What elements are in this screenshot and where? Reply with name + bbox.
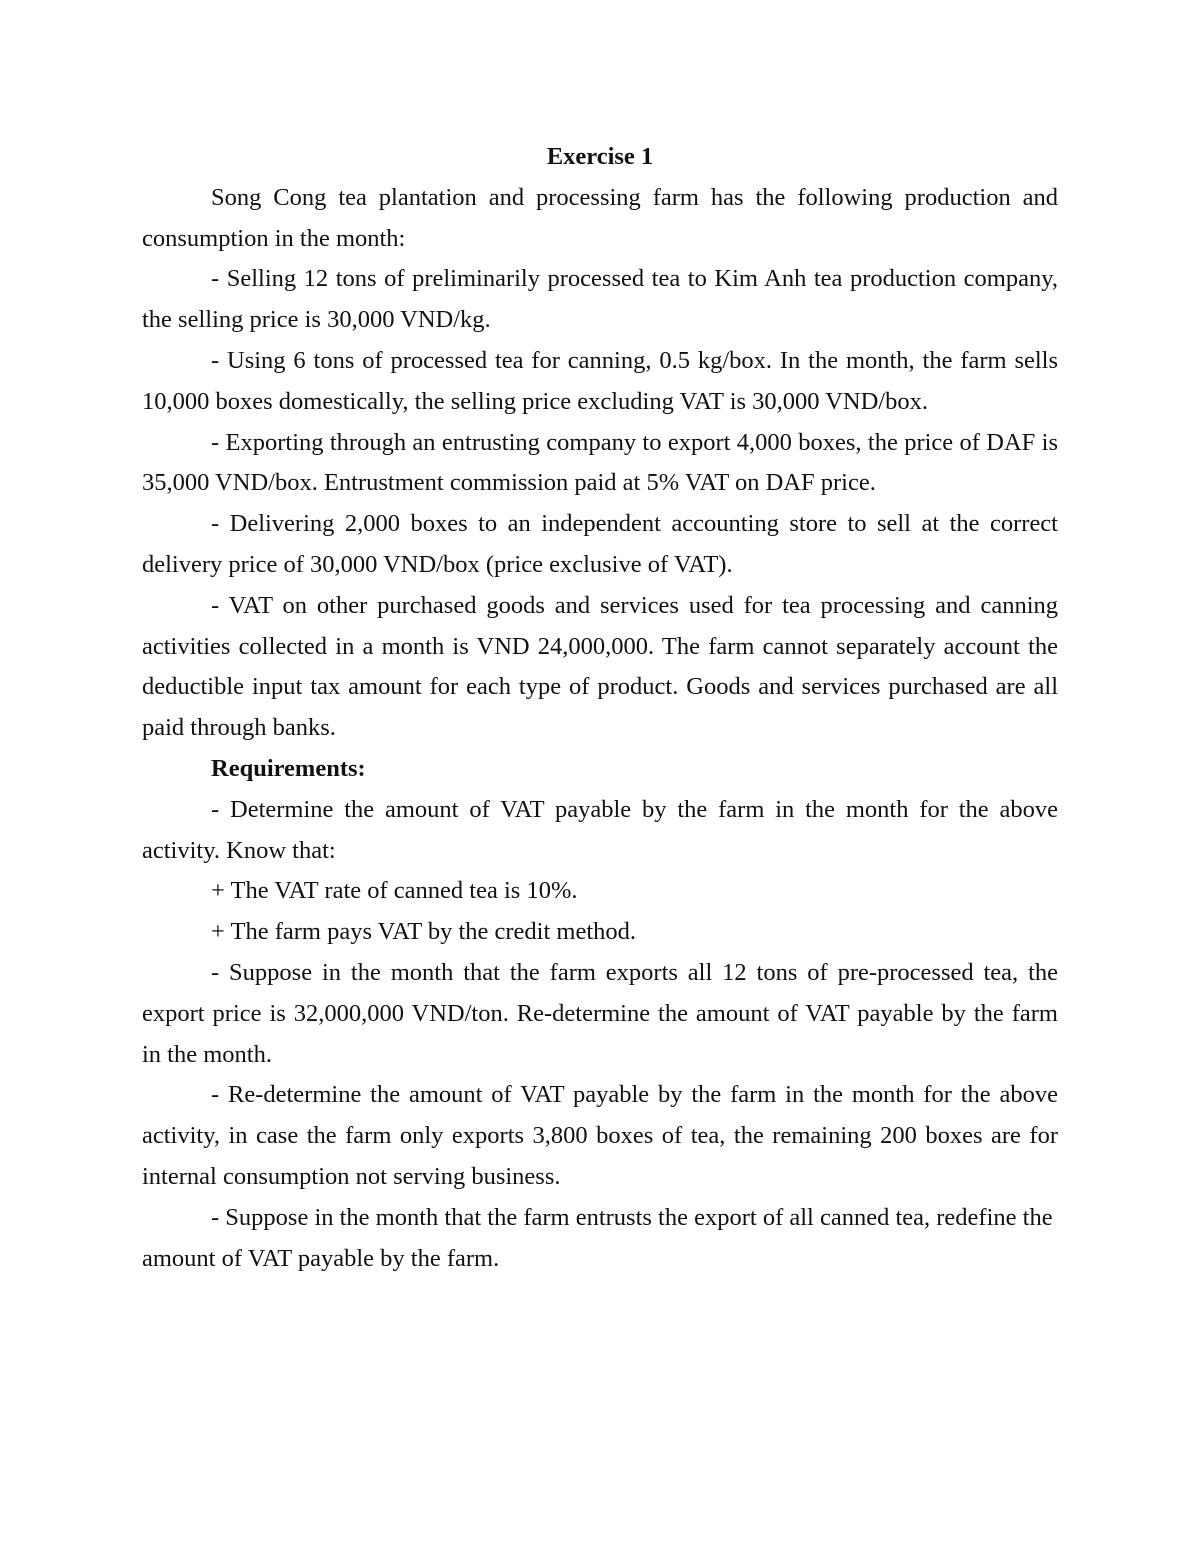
document-page (142, 137, 1058, 1279)
requirement-note-vat-rate: + The VAT rate of canned tea is 10%. (211, 877, 578, 905)
requirements-heading: Requirements: (211, 754, 366, 782)
list-item-store-delivery: - Delivering 2,000 boxes to an independent accounting store to sell at the correct delivery price of 30,000 VND/box (price exclusive of VAT). (142, 510, 1058, 578)
list-item-input-vat: - VAT on other purchased goods and services used for tea processing and canning activities collected in a month is VND 24,000,000. The farm cannot separately account the deductible input tax amount for each type of product. Goods and services purchased are all paid through banks. (142, 591, 1058, 742)
exercise-title: Exercise 1 (546, 143, 654, 170)
list-item-selling-tons: - Selling 12 tons of preliminarily processed tea to Kim Anh tea production company, the selling price is 30,000 VND/kg. (142, 265, 1058, 334)
requirement-item-export-all-tea: - Suppose in the month that the farm exports all 12 tons of pre-processed tea, the export price is 32,000,000 VND/ton. Re-determine the amount of VAT payable by the farm in the month. (142, 958, 1058, 1068)
list-item-export-entrusting: - Exporting through an entrusting company to export 4,000 boxes, the price of DAF is 35,000 VND/box. Entrustment commission paid at 5% VAT on DAF price. (142, 428, 1058, 497)
list-item-canning: - Using 6 tons of processed tea for canning, 0.5 kg/box. In the month, the farm sells 10,000 boxes domestically, the selling price excluding VAT is 30,000 VND/box. (142, 346, 1058, 415)
requirement-note-credit-method: + The farm pays VAT by the credit method. (211, 918, 637, 946)
requirement-item-determine-vat: - Determine the amount of VAT payable by the farm in the month for the above activity. Know that: (142, 795, 1058, 864)
intro-paragraph: Song Cong tea plantation and processing farm has the following production and consumption in the month: (142, 183, 1058, 252)
requirement-item-export-3800: - Re-determine the amount of VAT payable by the farm in the month for the above activity, in case the farm only exports 3,800 boxes of tea, the remaining 200 boxes are for internal consumption not serving business. (142, 1081, 1058, 1190)
requirement-item-entrust-all: - Suppose in the month that the farm entrusts the export of all canned tea, redefine the amount of VAT payable by the farm. (142, 1203, 1053, 1272)
